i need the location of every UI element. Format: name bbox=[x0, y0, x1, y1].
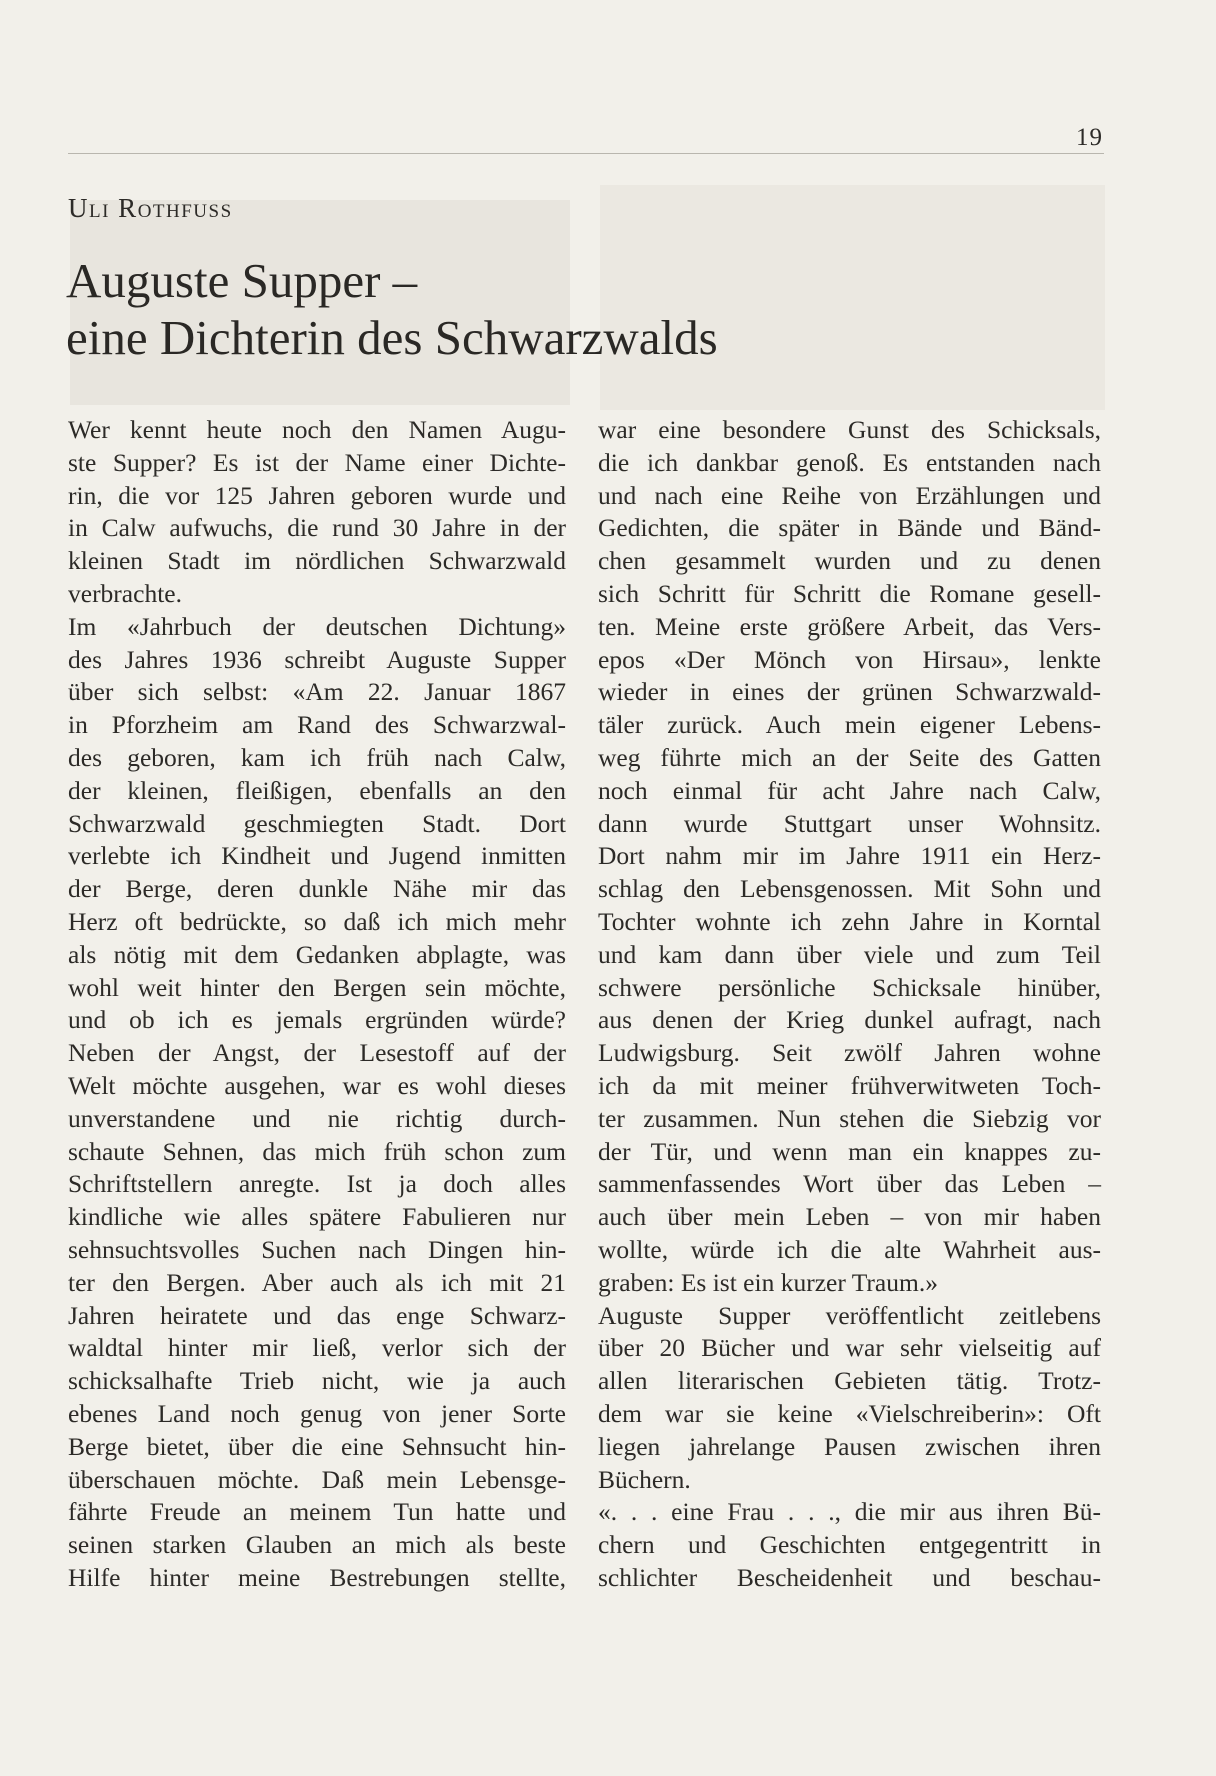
page-number: 19 bbox=[1076, 124, 1103, 151]
text-line: Hilfe hinter meine Bestrebungen stellte, bbox=[68, 1562, 566, 1592]
text-line: graben: Es ist ein kurzer Traum.» bbox=[598, 1267, 938, 1297]
text-line: Tochter wohnte ich zehn Jahre in Korntal bbox=[598, 906, 1101, 936]
text-line: sehnsuchtsvolles Suchen nach Dingen hin- bbox=[68, 1234, 566, 1264]
text-line: wieder in eines der grünen Schwarzwald- bbox=[598, 677, 1101, 707]
text-line: epos «Der Mönch von Hirsau», lenkte bbox=[598, 644, 1101, 674]
text-line: seinen starken Glauben an mich als beste bbox=[68, 1530, 566, 1560]
text-column-left bbox=[68, 414, 566, 1595]
text-line: Büchern. bbox=[598, 1464, 691, 1494]
text-line: kindliche wie alles spätere Fabulieren nur bbox=[68, 1202, 566, 1232]
text-line: ter den Bergen. Aber auch als ich mit 21 bbox=[68, 1267, 566, 1297]
text-line: Schwarzwald geschmiegten Stadt. Dort bbox=[68, 808, 566, 838]
text-line: aus denen der Krieg dunkel aufragt, nach bbox=[598, 1005, 1101, 1035]
text-line: sammenfassendes Wort über das Leben – bbox=[598, 1169, 1101, 1199]
text-line: und kam dann über viele und zum Teil bbox=[598, 939, 1101, 969]
text-line: allen literarischen Gebieten tätig. Trotz- bbox=[598, 1366, 1101, 1396]
text-line: liegen jahrelange Pausen zwischen ihren bbox=[598, 1431, 1101, 1461]
text-line: rin, die vor 125 Jahren geboren wurde und bbox=[68, 480, 566, 510]
text-line: überschauen möchte. Daß mein Lebensge- bbox=[68, 1464, 566, 1494]
text-line: chern und Geschichten entgegentritt in bbox=[598, 1530, 1101, 1560]
text-line: dem war sie keine «Vielschreiberin»: Oft bbox=[598, 1398, 1101, 1428]
text-line: verlebte ich Kindheit und Jugend inmitten bbox=[68, 841, 566, 871]
text-line: über sich selbst: «Am 22. Januar 1867 bbox=[68, 677, 566, 707]
text-line: verbrachte. bbox=[68, 578, 182, 608]
text-line: in Calw aufwuchs, die rund 30 Jahre in der bbox=[68, 513, 566, 543]
text-line: des geboren, kam ich früh nach Calw, bbox=[68, 742, 566, 772]
text-line: schaute Sehnen, das mich früh schon zum bbox=[68, 1136, 566, 1166]
text-line: unverstandene und nie richtig durch- bbox=[68, 1103, 566, 1133]
text-line: weg führte mich an der Seite des Gatten bbox=[598, 742, 1101, 772]
text-line: des Jahres 1936 schreibt Auguste Supper bbox=[68, 644, 566, 674]
text-line: ste Supper? Es ist der Name einer Dichte- bbox=[68, 447, 566, 477]
text-line: Schriftstellern anregte. Ist ja doch alles bbox=[68, 1169, 566, 1199]
text-line: schicksalhafte Trieb nicht, wie ja auch bbox=[68, 1366, 566, 1396]
text-line: Herz oft bedrückte, so daß ich mich mehr bbox=[68, 906, 566, 936]
text-line: wollte, würde ich die alte Wahrheit aus- bbox=[598, 1234, 1101, 1264]
text-line: Ludwigsburg. Seit zwölf Jahren wohne bbox=[598, 1038, 1101, 1068]
text-line: noch einmal für acht Jahre nach Calw, bbox=[598, 775, 1101, 805]
text-line: Wer kennt heute noch den Namen Augu- bbox=[68, 415, 566, 444]
text-line: ten. Meine erste größere Arbeit, das Vers- bbox=[598, 611, 1101, 641]
text-line: und ob ich es jemals ergründen würde? bbox=[68, 1005, 566, 1035]
text-line: dann wurde Stuttgart unser Wohnsitz. bbox=[598, 808, 1101, 838]
text-line: und nach eine Reihe von Erzählungen und bbox=[598, 480, 1101, 510]
text-line: der kleinen, fleißigen, ebenfalls an den bbox=[68, 775, 566, 805]
text-line: Dort nahm mir im Jahre 1911 ein Herz- bbox=[598, 841, 1101, 871]
text-line: Gedichten, die später in Bände und Bänd- bbox=[598, 513, 1101, 543]
article-title bbox=[66, 252, 718, 366]
text-line: täler zurück. Auch mein eigener Lebens- bbox=[598, 710, 1101, 740]
text-line: ich da mit meiner frühverwitweten Toch- bbox=[598, 1070, 1101, 1100]
text-line: in Pforzheim am Rand des Schwarzwal- bbox=[68, 710, 566, 740]
text-line: über 20 Bücher und war sehr vielseitig auf bbox=[598, 1333, 1101, 1363]
text-line: chen gesammelt wurden und zu denen bbox=[598, 546, 1101, 576]
header-rule bbox=[68, 153, 1104, 154]
text-line: sich Schritt für Schritt die Romane gesell- bbox=[598, 578, 1101, 608]
text-line: «. . . eine Frau . . ., die mir aus ihren Bü- bbox=[598, 1497, 1101, 1527]
text-line: schlag den Lebensgenossen. Mit Sohn und bbox=[598, 874, 1101, 904]
text-line: Jahren heiratete und das enge Schwarz- bbox=[68, 1300, 566, 1330]
text-line: Berge bietet, über die eine Sehnsucht hin- bbox=[68, 1431, 566, 1461]
text-line: ebenes Land noch genug von jener Sorte bbox=[68, 1398, 566, 1428]
text-line: als nötig mit dem Gedanken abplagte, was bbox=[68, 939, 566, 969]
text-line: ter zusammen. Nun stehen die Siebzig vor bbox=[598, 1103, 1101, 1133]
title-line-1: Auguste Supper – bbox=[66, 253, 418, 308]
text-line: schlichter Bescheidenheit und beschau- bbox=[598, 1562, 1101, 1592]
text-line: Welt möchte ausgehen, war es wohl dieses bbox=[68, 1070, 566, 1100]
text-line: Im «Jahrbuch der deutschen Dichtung» bbox=[68, 611, 566, 641]
text-line: auch über mein Leben – von mir haben bbox=[598, 1202, 1101, 1232]
text-column-right bbox=[598, 414, 1101, 1595]
text-line: der Tür, und wenn man ein knappes zu- bbox=[598, 1136, 1101, 1166]
text-line: schwere persönliche Schicksale hinüber, bbox=[598, 972, 1101, 1002]
text-line: Auguste Supper veröffentlicht zeitlebens bbox=[598, 1300, 1101, 1330]
text-line: waldtal hinter mir ließ, verlor sich der bbox=[68, 1333, 566, 1363]
text-line: war eine besondere Gunst des Schicksals, bbox=[598, 415, 1101, 444]
text-line: der Berge, deren dunkle Nähe mir das bbox=[68, 874, 566, 904]
author-name: Uli Rothfuss bbox=[68, 193, 233, 223]
text-line: fährte Freude an meinem Tun hatte und bbox=[68, 1497, 566, 1527]
text-line: die ich dankbar genoß. Es entstanden nach bbox=[598, 447, 1101, 477]
text-line: wohl weit hinter den Bergen sein möchte, bbox=[68, 972, 566, 1002]
title-line-2: eine Dichterin des Schwarzwalds bbox=[66, 310, 718, 365]
text-line: kleinen Stadt im nördlichen Schwarzwald bbox=[68, 546, 566, 576]
text-line: Neben der Angst, der Lesestoff auf der bbox=[68, 1038, 566, 1068]
